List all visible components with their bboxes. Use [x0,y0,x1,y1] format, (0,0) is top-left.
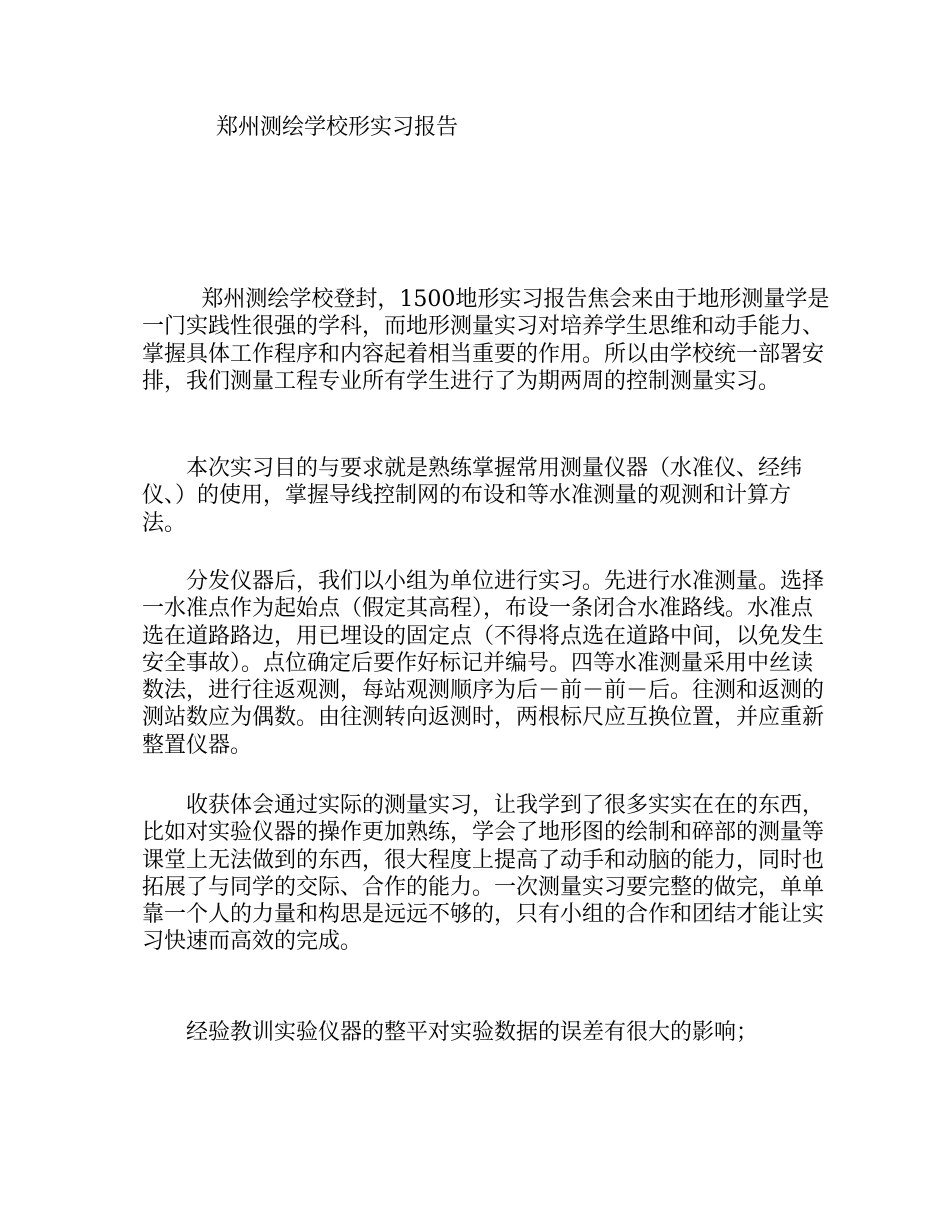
document-title: 郑州测绘学校形实习报告 [216,115,459,140]
paragraph-intro: 郑州测绘学校登封，1500地形实习报告焦会来由于地形测量学是一门实践性很强的学科，而地形测量实习对培养学生思维和动手能力、掌握具体工作程序和内容起着相当重要的作用。所以由学校统一部署安排，我们测量工程专业所有学生进行了为期两周的控制测量实习。 [142,287,830,394]
paragraph-reflections: 收获体会通过实际的测量实习，让我学到了很多实实在在的东西，比如对实验仪器的操作更加熟练，学会了地形图的绘制和碎部的测量等课堂上无法做到的东西，很大程度上提高了动手和动脑的能力，同时也拓展了与同学的交际、合作的能力。一次测量实习要完整的做完，单单靠一个人的力量和构思是远远不够的，只有小组的合作和团结才能让实习快速而高效的完成。 [142,793,825,955]
paragraph-procedure: 分发仪器后，我们以小组为单位进行实习。先进行水准测量。选择一水准点作为起始点（假定其高程），布设一条闭合水准路线。水准点选在道路路边，用已埋设的固定点（不得将点选在道路中间，以免发生安全事故）。点位确定后要作好标记并编号。四等水准测量采用中丝读数法，进行往返观测，每站观测顺序为后－前－前－后。往测和返测的测站数应为偶数。由往测转向返测时，两根标尺应互换位置，并应重新整置仪器。 [142,569,825,758]
paragraph-lessons: 经验教训实验仪器的整平对实验数据的误差有很大的影响； [186,1020,759,1045]
paragraph-objectives: 本次实习目的与要求就是熟练掌握常用测量仪器（水准仪、经纬仪、）的使用，掌握导线控制网的布设和等水准测量的观测和计算方法。 [142,456,803,536]
